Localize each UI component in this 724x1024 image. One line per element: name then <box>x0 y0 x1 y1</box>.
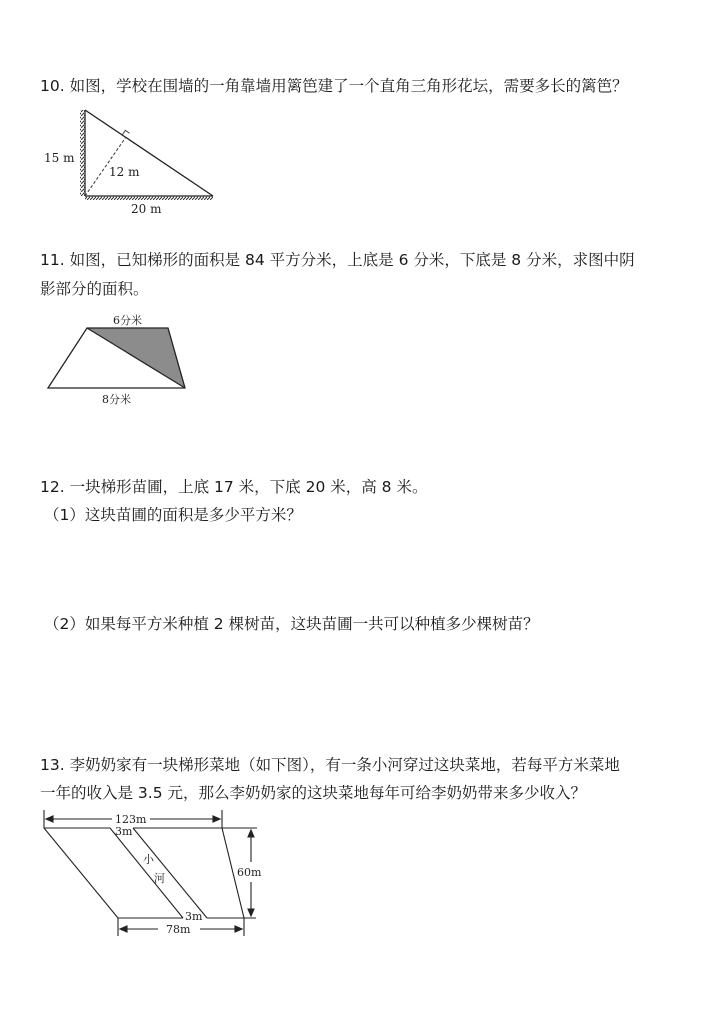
q10-triangle-figure <box>44 110 213 216</box>
arrow-left-icon <box>46 816 53 822</box>
label-20m: 20 m <box>131 202 162 216</box>
label-12m: 12 m <box>109 165 140 179</box>
question-10-text: 10. 如图，学校在围墙的一角靠墙用篱笆建了一个直角三角形花坛，需要多长的篱笆？ <box>40 77 628 95</box>
river-bank-left <box>110 828 183 918</box>
question-11-line-2: 影部分的面积。 <box>40 280 149 298</box>
q13-field-figure <box>44 810 257 936</box>
question-12-part-1: （1）这块苗圃的面积是多少平方米？ <box>44 506 302 524</box>
question-12-part-2: （2）如果每平方米种植 2 棵树苗，这块苗圃一共可以种植多少棵树苗？ <box>44 615 539 633</box>
label-60m: 60m <box>237 866 262 879</box>
wall-hatch-vertical <box>80 110 85 196</box>
arrow-left-icon <box>120 926 127 932</box>
hypotenuse <box>85 110 213 196</box>
arrow-up-icon <box>248 830 254 837</box>
arrow-down-icon <box>248 909 254 916</box>
arrow-right-icon <box>235 926 242 932</box>
label-river-bottom-3m: 3m <box>185 910 203 923</box>
label-river-top-3m: 3m <box>115 825 133 838</box>
label-15m: 15 m <box>44 151 75 165</box>
river-bank-right <box>133 828 207 918</box>
question-11-line-1: 11. 如图，已知梯形的面积是 84 平方分米，上底是 6 分米，下底是 8 分米，求图中阴 <box>40 251 635 269</box>
question-13-line-1: 13. 李奶奶家有一块梯形菜地（如下图），有一条小河穿过这块菜地，若每平方米菜地 <box>40 756 620 774</box>
label-123m: 123m <box>115 813 147 826</box>
q11-trapezoid-figure <box>48 313 185 406</box>
left-side <box>44 828 118 918</box>
label-top-6dm: 6分米 <box>113 314 142 327</box>
question-13-line-2: 一年的收入是 3.5 元，那么李奶奶家的这块菜地每年可给李奶奶带来多少收入？ <box>40 784 587 802</box>
arrow-right-icon <box>213 816 220 822</box>
question-12-text: 12. 一块梯形苗圃，上底 17 米，下底 20 米，高 8 米。 <box>40 478 428 496</box>
label-bottom-8dm: 8分米 <box>102 393 131 406</box>
label-78m: 78m <box>166 923 191 936</box>
right-angle-mark <box>123 130 130 134</box>
label-river-char-2: 河 <box>154 872 165 885</box>
label-river-char-1: 小 <box>143 853 154 866</box>
